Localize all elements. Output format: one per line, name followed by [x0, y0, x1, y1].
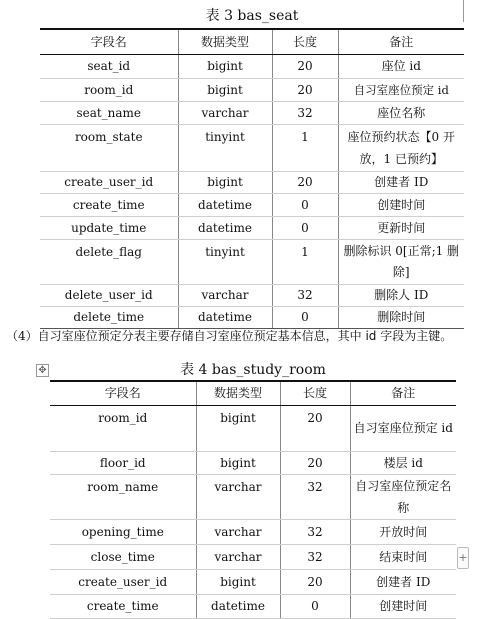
table4 — [50, 380, 456, 619]
data-type-cell: datetime — [178, 216, 272, 239]
field-name-cell: update_time — [40, 216, 178, 239]
data-type-cell: tinyint — [178, 124, 272, 171]
field-name-cell: delete_user_id — [40, 284, 178, 306]
note-cell: 创建者 ID — [338, 171, 464, 193]
table-row — [50, 474, 456, 519]
table-row — [50, 594, 456, 618]
table-row — [40, 306, 464, 328]
field-name-cell: delete_flag — [40, 239, 178, 284]
table3-header-note: 备注 — [338, 29, 464, 54]
length-cell: 0 — [272, 193, 338, 216]
table-row — [40, 239, 464, 284]
note-cell: 创建者 ID — [350, 569, 456, 594]
table-row — [50, 569, 456, 594]
data-type-cell: varchar — [178, 284, 272, 306]
field-name-cell: delete_time — [40, 306, 178, 328]
length-cell: 20 — [280, 451, 350, 474]
length-cell: 0 — [272, 216, 338, 239]
field-name-cell: close_time — [50, 544, 196, 569]
length-cell: 32 — [280, 519, 350, 544]
note-cell: 楼层 id — [350, 451, 456, 474]
table-row — [40, 78, 464, 101]
field-name-cell: room_name — [50, 474, 196, 519]
table-row — [50, 405, 456, 451]
note-cell: 座位名称 — [338, 101, 464, 124]
note-cell: 更新时间 — [338, 216, 464, 239]
length-cell: 32 — [272, 101, 338, 124]
paragraph-id-word: id — [365, 329, 377, 343]
field-name-cell: seat_id — [40, 54, 178, 78]
table-row — [40, 101, 464, 124]
field-name-cell: create_user_id — [50, 569, 196, 594]
data-type-cell: bigint — [196, 451, 280, 474]
data-type-cell: varchar — [178, 101, 272, 124]
note-cell: 开放时间 — [350, 519, 456, 544]
field-name-cell: create_user_id — [40, 171, 178, 193]
table3-header-field: 字段名 — [40, 29, 178, 54]
length-cell: 20 — [280, 405, 350, 451]
field-name-cell: room_id — [40, 78, 178, 101]
data-type-cell: varchar — [196, 544, 280, 569]
note-cell: 座位 id — [338, 54, 464, 78]
plus-icon[interactable]: + — [457, 547, 469, 569]
paragraph-text-suffix: 字段为主键。 — [376, 329, 453, 343]
data-type-cell: datetime — [178, 193, 272, 216]
field-name-cell: room_state — [40, 124, 178, 171]
length-cell: 20 — [272, 54, 338, 78]
table3-header-length: 长度 — [272, 29, 338, 54]
field-name-cell: room_id — [50, 405, 196, 451]
data-type-cell: datetime — [196, 594, 280, 618]
move-icon[interactable]: ✥ — [36, 364, 49, 377]
note-cell: 创建时间 — [350, 594, 456, 618]
note-cell: 自习室座位预定名称 — [350, 474, 456, 519]
length-cell: 32 — [280, 544, 350, 569]
field-name-cell: create_time — [50, 594, 196, 618]
field-name-cell: opening_time — [50, 519, 196, 544]
data-type-cell: datetime — [178, 306, 272, 328]
length-cell: 32 — [272, 284, 338, 306]
field-name-cell: create_time — [40, 193, 178, 216]
data-type-cell: varchar — [196, 519, 280, 544]
data-type-cell: bigint — [178, 78, 272, 101]
table-row — [40, 124, 464, 171]
table4-caption: 表 4 bas_study_room — [180, 362, 326, 378]
note-cell: 删除时间 — [338, 306, 464, 328]
section-paragraph — [6, 327, 452, 344]
data-type-cell: bigint — [196, 405, 280, 451]
data-type-cell: tinyint — [178, 239, 272, 284]
table4-header-length: 长度 — [280, 381, 350, 405]
table4-header-note: 备注 — [350, 381, 456, 405]
length-cell: 32 — [280, 474, 350, 519]
table-row — [40, 171, 464, 193]
data-type-cell: bigint — [178, 171, 272, 193]
note-cell: 创建时间 — [338, 193, 464, 216]
note-cell: 删除标识 0[正常;1 删除] — [338, 239, 464, 284]
table3-header-type: 数据类型 — [178, 29, 272, 54]
table-row — [50, 519, 456, 544]
table4-header-type: 数据类型 — [196, 381, 280, 405]
table-row — [40, 284, 464, 306]
table-row — [40, 216, 464, 239]
table-row — [40, 54, 464, 78]
data-type-cell: bigint — [196, 569, 280, 594]
length-cell: 20 — [272, 171, 338, 193]
field-name-cell: seat_name — [40, 101, 178, 124]
length-cell: 1 — [272, 124, 338, 171]
length-cell: 0 — [280, 594, 350, 618]
note-cell: 删除人 ID — [338, 284, 464, 306]
field-name-cell: floor_id — [50, 451, 196, 474]
length-cell: 0 — [272, 306, 338, 328]
note-cell: 座位预约状态【0 开放，1 已预约】 — [338, 124, 464, 171]
table3 — [40, 28, 464, 329]
note-cell: 自习室座位预定 id — [350, 405, 456, 451]
paragraph-text-prefix: （4）自习室座位预定分表主要存储自习室座位预定基本信息，其中 — [6, 329, 366, 343]
table-row — [40, 193, 464, 216]
data-type-cell: bigint — [178, 54, 272, 78]
note-cell: 结束时间 — [350, 544, 456, 569]
table-row — [50, 451, 456, 474]
length-cell: 1 — [272, 239, 338, 284]
length-cell: 20 — [272, 78, 338, 101]
table-row — [50, 544, 456, 569]
note-cell: 自习室座位预定 id — [338, 78, 464, 101]
table3-caption: 表 3 bas_seat — [205, 8, 299, 24]
data-type-cell: varchar — [196, 474, 280, 519]
length-cell: 20 — [280, 569, 350, 594]
table4-header-field: 字段名 — [50, 381, 196, 405]
